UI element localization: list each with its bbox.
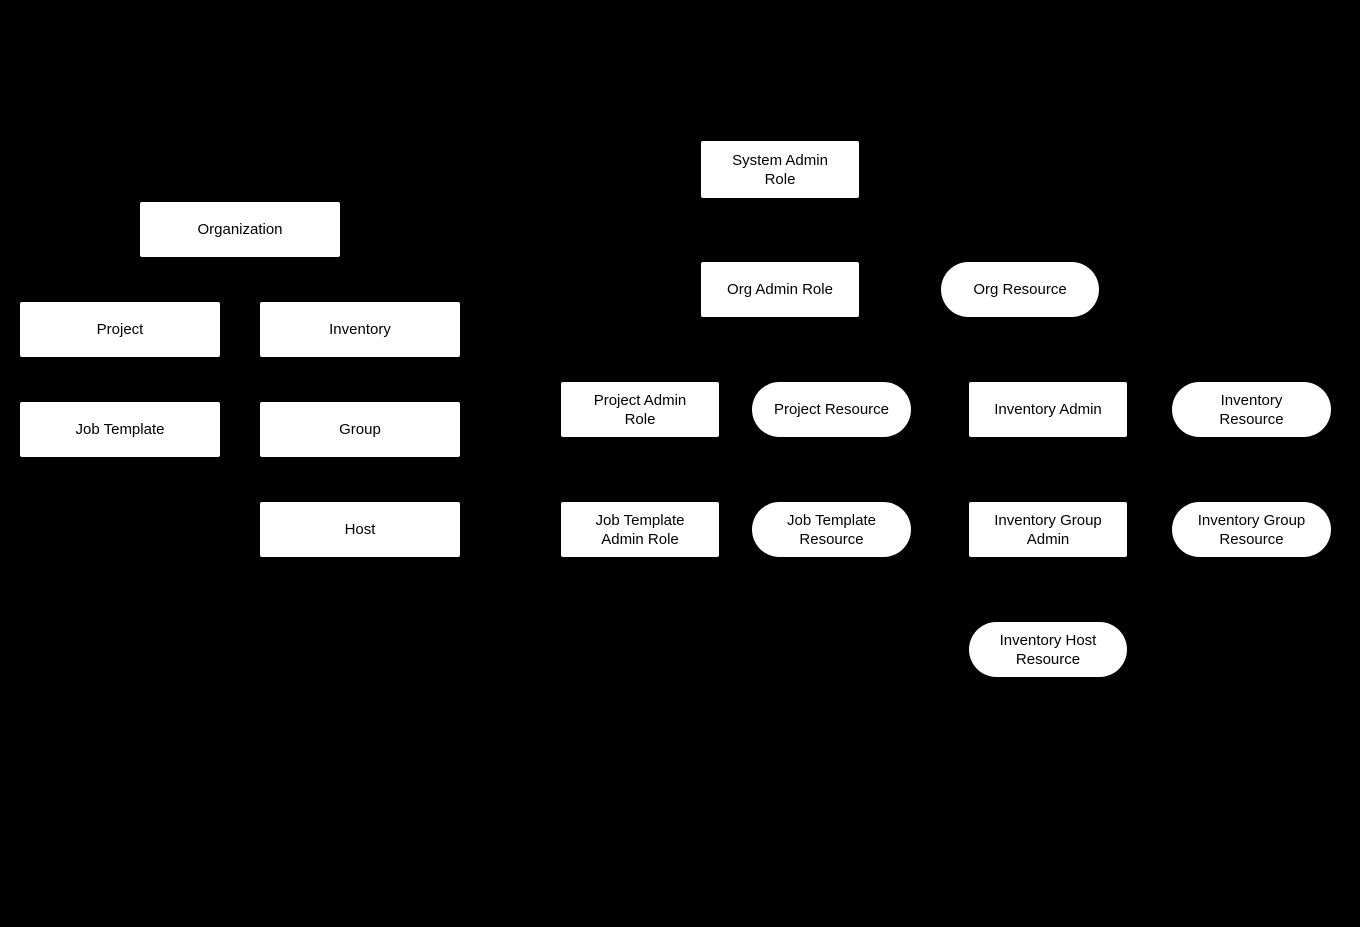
node-job-template-resource[interactable]: Job Template Resource [752,502,911,557]
node-org-resource[interactable]: Org Resource [941,262,1099,317]
node-host[interactable]: Host [260,502,460,557]
node-job-template[interactable]: Job Template [20,402,220,457]
node-system-admin-role[interactable]: System Admin Role [701,141,859,198]
node-org-admin-role[interactable]: Org Admin Role [701,262,859,317]
node-project-admin-role[interactable]: Project Admin Role [561,382,719,437]
node-job-template-admin-role[interactable]: Job Template Admin Role [561,502,719,557]
node-project[interactable]: Project [20,302,220,357]
node-group[interactable]: Group [260,402,460,457]
node-inventory-group-admin[interactable]: Inventory Group Admin [969,502,1127,557]
node-inventory-host-resource[interactable]: Inventory Host Resource [969,622,1127,677]
node-project-resource[interactable]: Project Resource [752,382,911,437]
node-organization[interactable]: Organization [140,202,340,257]
node-inventory-resource[interactable]: Inventory Resource [1172,382,1331,437]
node-inventory-group-resource[interactable]: Inventory Group Resource [1172,502,1331,557]
node-inventory[interactable]: Inventory [260,302,460,357]
node-inventory-admin[interactable]: Inventory Admin [969,382,1127,437]
